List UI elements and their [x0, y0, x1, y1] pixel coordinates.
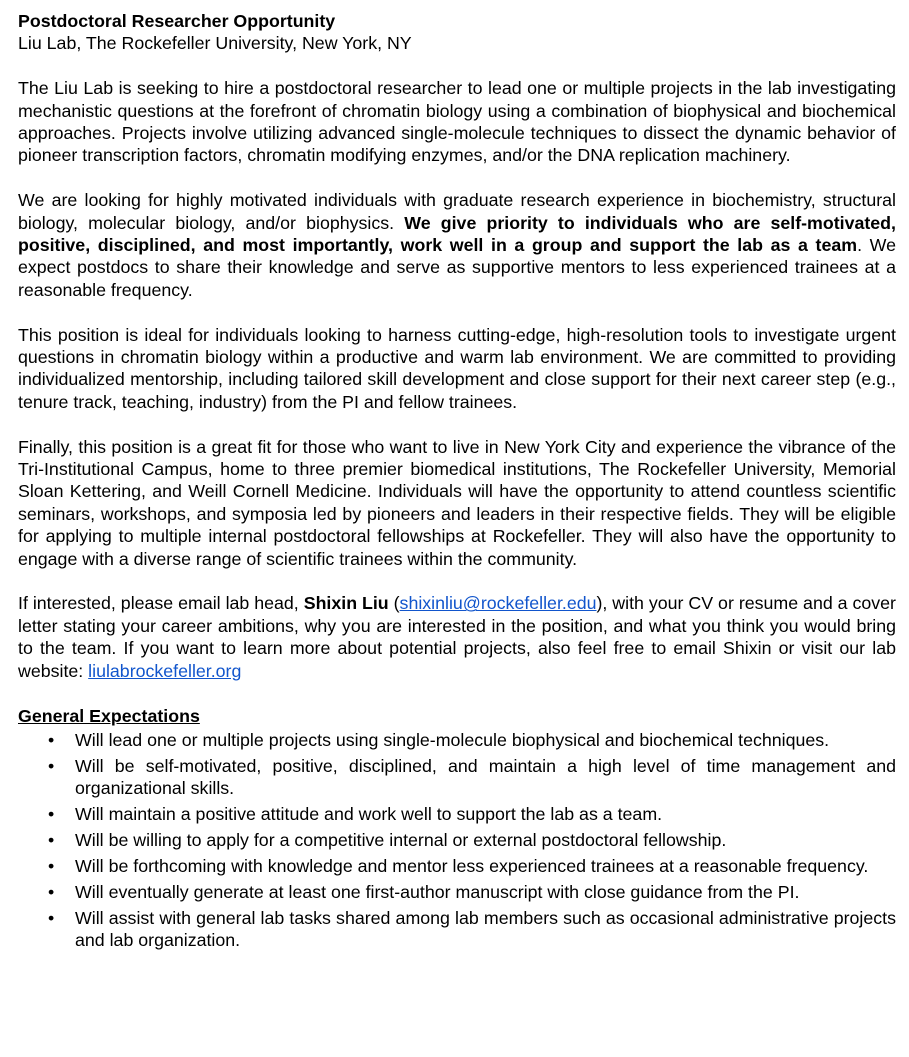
qualifications-text-end: . We expect postdocs to share their knowledge and serve as supportive mentors to less experienced trainees at a reasonable frequency. [18, 235, 897, 300]
priority-statement: We give priority to individuals who are self-motivated, positive, disciplined, and most importantly, work well in a group and support the lab as a team [18, 212, 896, 256]
list-item-text: Will assist with general lab tasks shared among lab members such as occasional administrative projects and lab organization. [75, 907, 896, 951]
bullet-icon: • [48, 755, 55, 776]
qualifications-text: We are looking for highly motivated individuals with graduate research experience in biochemistry, structural biology, molecular biology, and/or biophysics. [18, 190, 896, 233]
expectations-heading: General Expectations [18, 705, 200, 726]
list-item-text: Will be forthcoming with knowledge and mentor less experienced trainees at a reasonable frequency. [75, 855, 869, 876]
expectations-list [18, 729, 896, 952]
bullet-icon: • [48, 855, 55, 876]
list-item [18, 855, 896, 877]
bullet-icon: • [48, 830, 55, 851]
list-item [18, 907, 896, 952]
contact-details: ), with your CV or resume and a cover letter stating your career ambitions, why you are interested in the position, and what you think you would bring to the team. If you want to learn more about potential projects, also feel free to email Shixin or visit our lab website: [18, 593, 896, 681]
list-item-text: Will be willing to apply for a competitive internal or external postdoctoral fellowship. [75, 830, 727, 851]
paragraph-intro: The Liu Lab is seeking to hire a postdoctoral researcher to lead one or multiple projects in the lab investigating mechanistic questions at the forefront of chromatin biology using a combination of biophysical and biochemical approaches. Projects involve utilizing advanced single-molecule techniques to dissect the dynamic behavior of pioneer transcription factors, chromatin modifying enzymes, and/or the DNA replication machinery. [18, 78, 896, 166]
list-item [18, 729, 896, 751]
lab-head-name: Shixin Liu [303, 593, 389, 614]
paragraph-contact [18, 592, 896, 682]
bullet-icon: • [48, 729, 55, 750]
list-item-text: Will lead one or multiple projects using single-molecule biophysical and biochemical techniques. [75, 729, 830, 750]
list-item [18, 755, 896, 800]
bullet-icon: • [48, 804, 55, 825]
list-item-text: Will maintain a positive attitude and work well to support the lab as a team. [75, 804, 663, 825]
paragraph-environment: This position is ideal for individuals looking to harness cutting-edge, high-resolution tools to investigate urgent questions in chromatin biology within a productive and warm lab environment. We are committed to providing individualized mentorship, including tailored skill development and close support for their next career step (e.g., tenure track, teaching, industry) from the PI and fellow trainees. [18, 324, 896, 412]
paragraph-qualifications [18, 189, 896, 301]
list-item [18, 803, 896, 825]
list-item-text: Will be self-motivated, positive, disciplined, and maintain a high level of time management and organizational skills. [75, 755, 896, 799]
paren-open: ( [388, 593, 400, 614]
bullet-icon: • [48, 907, 55, 928]
bullet-icon: • [48, 881, 55, 902]
list-item [18, 829, 896, 851]
paragraph-location: Finally, this position is a great fit for those who want to live in New York City and experience the vibrance of the Tri-Institutional Campus, home to three premier biomedical institutions, The Rockefeller University, Memorial Sloan Kettering, and Weill Cornell Medicine. Individuals will have the opportunity to attend countless scientific seminars, workshops, and symposia led by pioneers and leaders in their respective fields. They will be eligible for applying to multiple internal postdoctoral fellowships at Rockefeller. They will also have the opportunity to engage with a diverse range of scientific trainees within the community. [18, 436, 896, 569]
document-title: Postdoctoral Researcher Opportunity [18, 11, 336, 31]
list-item [18, 881, 896, 903]
website-link[interactable]: liulabrockefeller.org [88, 660, 242, 681]
document-subtitle: Liu Lab, The Rockefeller University, New York, NY [18, 33, 412, 54]
email-link[interactable]: shixinliu@rockefeller.edu [399, 593, 597, 614]
contact-intro: If interested, please email lab head, [18, 593, 304, 614]
list-item-text: Will eventually generate at least one first-author manuscript with close guidance from the PI. [75, 881, 800, 902]
